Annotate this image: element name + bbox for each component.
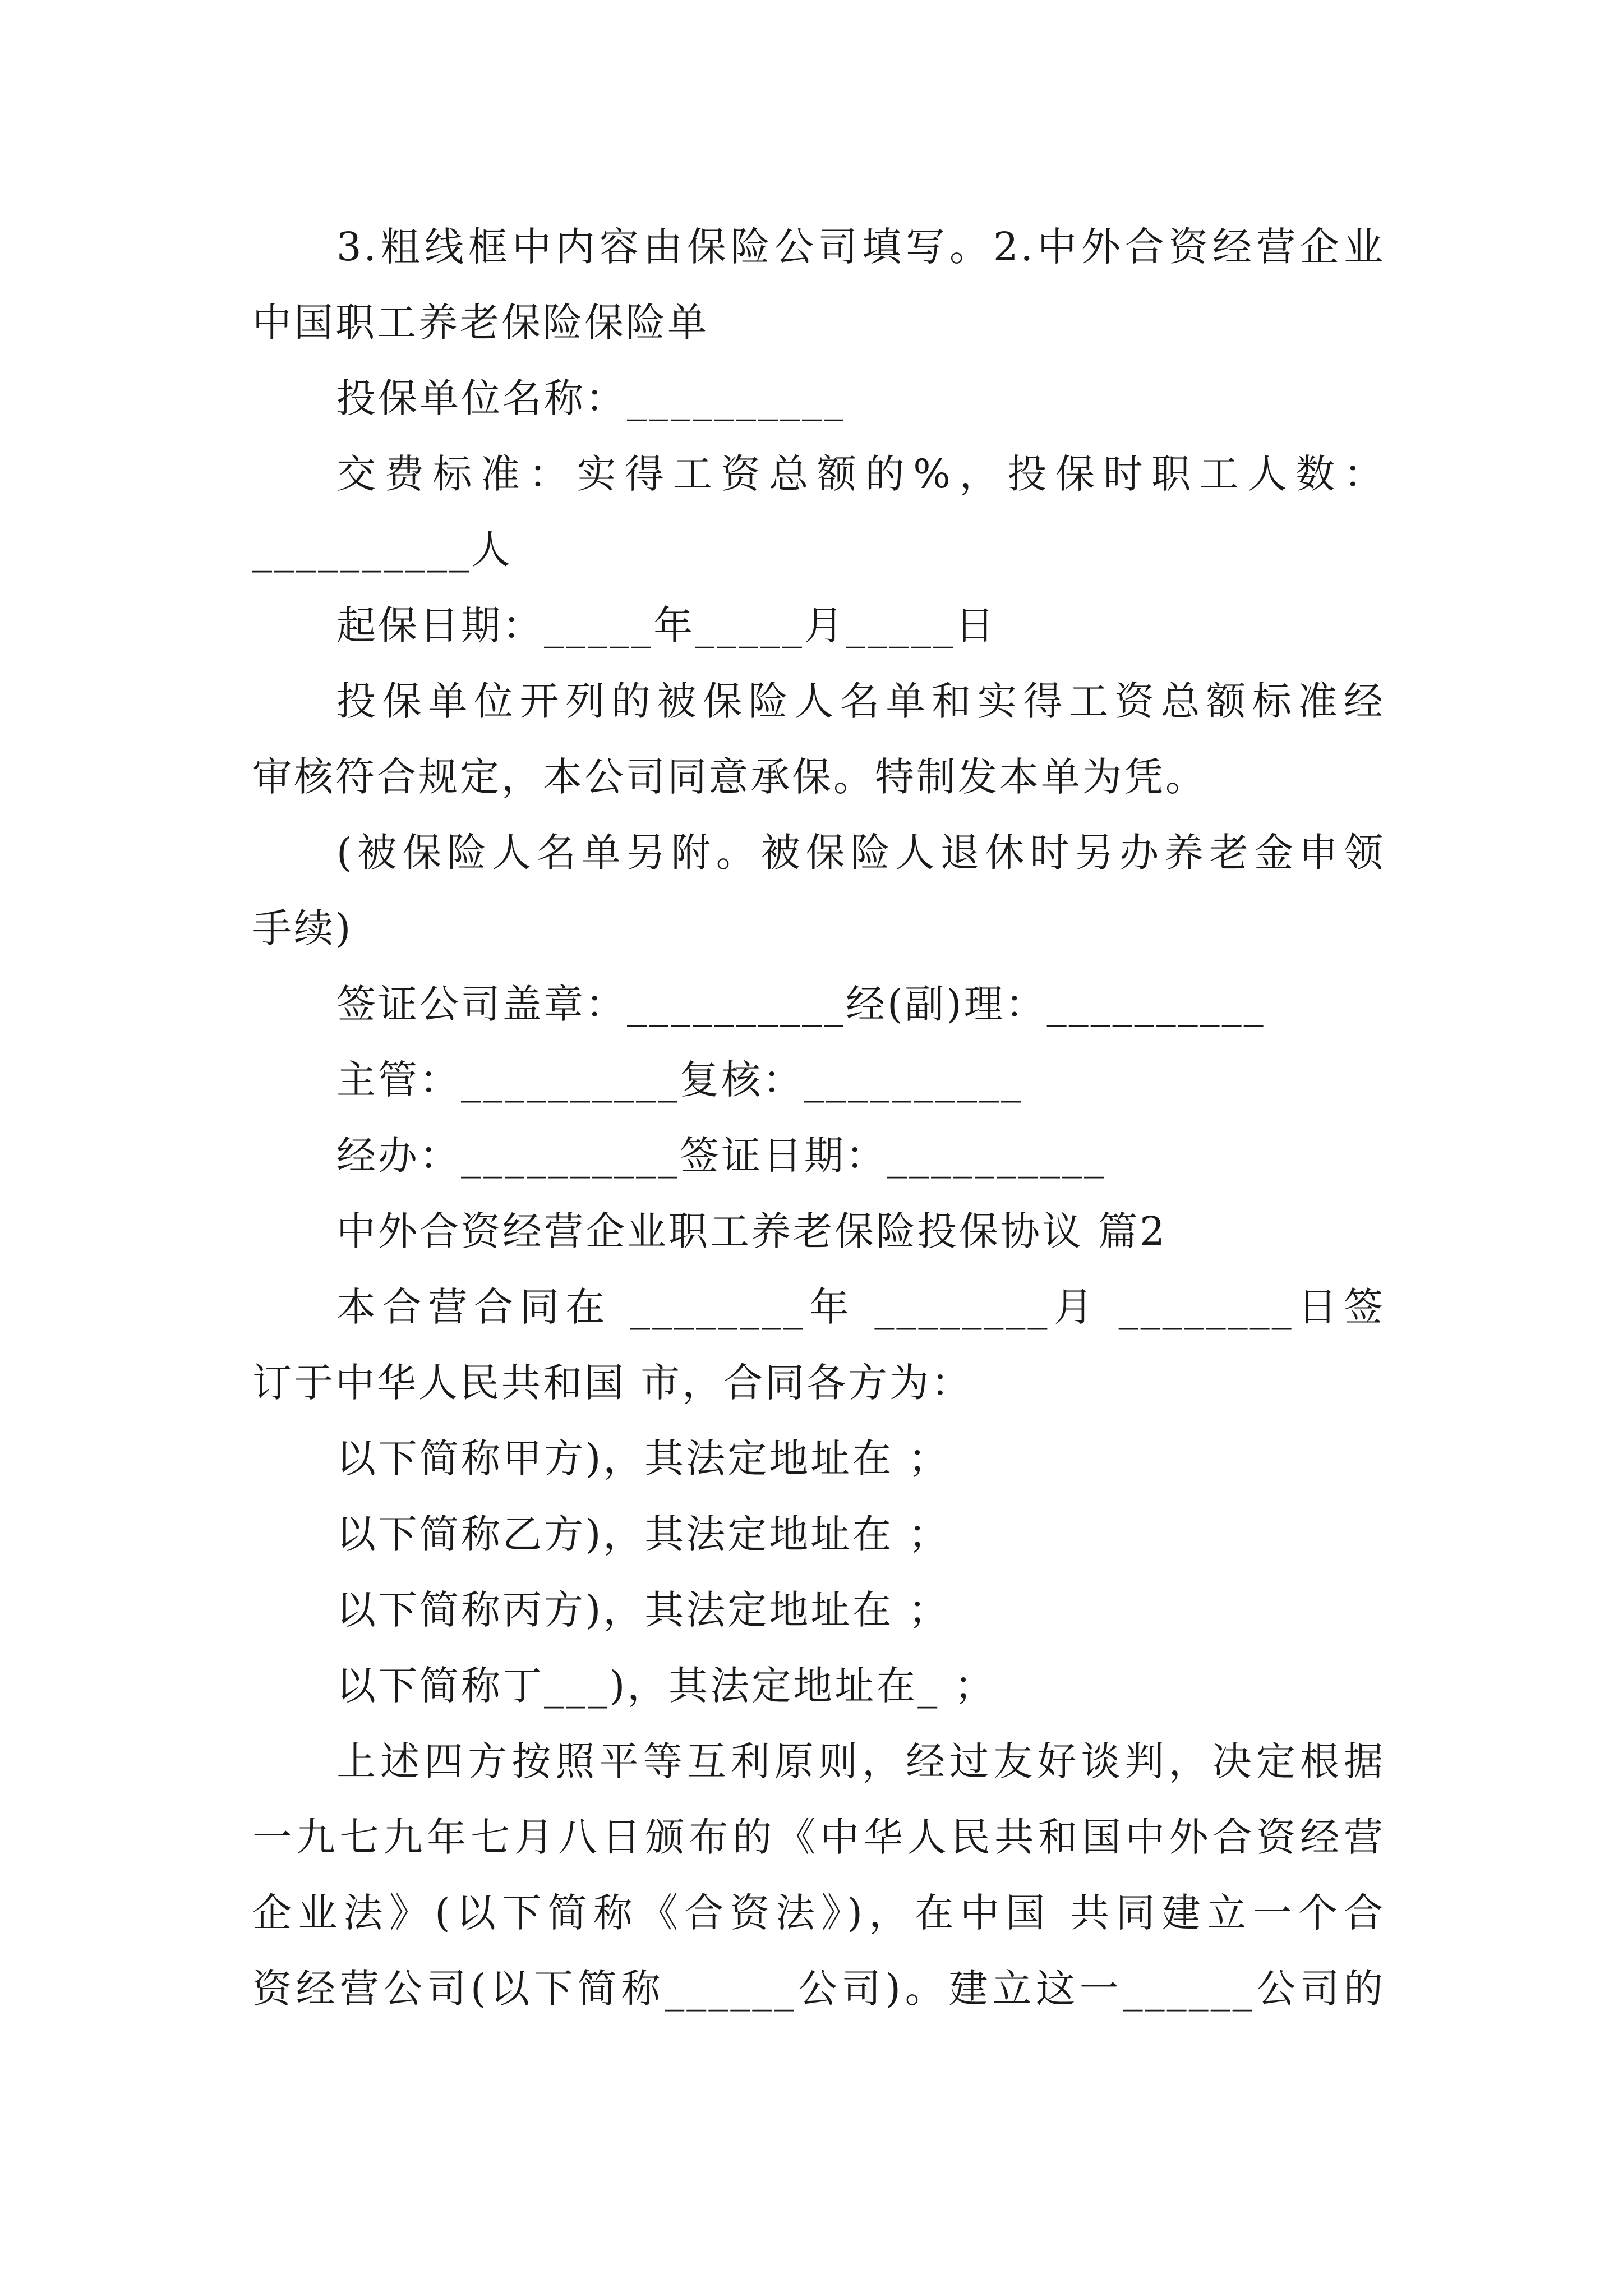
section-title: 中外合资经营企业职工养老保险投保协议 篇2	[336, 1208, 1167, 1254]
handler-date-field: 经办：__________签证日期：__________	[336, 1133, 1106, 1179]
text-line-16: 订于中华人民共和国 市，合同各方为：	[252, 1360, 973, 1406]
text-line-24: 资经营公司(以下简称______公司)。建立这一______公司的	[252, 1966, 1385, 2012]
party-d-line: 以下简称丁___)，其法定地址在_ ；	[336, 1663, 996, 1709]
party-c-line: 以下简称丙方)，其法定地址在 ；	[336, 1587, 950, 1633]
text-line-10: 手续)	[252, 905, 353, 951]
text-line-1: 3.粗线框中内容由保险公司填写。2.中外合资经营企业	[336, 224, 1385, 270]
employee-count-field: __________人	[252, 527, 513, 573]
insured-unit-name-field: 投保单位名称：__________	[336, 375, 846, 421]
text-line-9: (被保险人名单另附。被保险人退休时另办养老金申领	[336, 830, 1385, 876]
payment-standard-line: 交费标准：实得工资总额的%，投保时职工人数：	[336, 451, 1385, 497]
start-date-field: 起保日期：_____年_____月_____日	[336, 602, 997, 648]
text-line-7: 投保单位开列的被保险人名单和实得工资总额标准经	[336, 678, 1385, 724]
text-line-21: 上述四方按照平等互利原则，经过友好谈判，决定根据	[336, 1738, 1385, 1784]
party-b-line: 以下简称乙方)，其法定地址在 ；	[336, 1511, 950, 1557]
text-line-23: 企业法》(以下简称《合资法》)，在中国 共同建立一个合	[252, 1890, 1385, 1936]
contract-date-line: 本合营合同在 ________年 ________月 ________日签	[336, 1284, 1385, 1330]
party-a-line: 以下简称甲方)，其法定地址在 ；	[336, 1435, 950, 1481]
text-line-22: 一九七九年七月八日颁布的《中华人民共和国中外合资经营	[252, 1814, 1385, 1860]
text-line-8: 审核符合规定，本公司同意承保。特制发本单为凭。	[252, 754, 1207, 800]
text-line-2: 中国职工养老保险保险单	[252, 300, 709, 346]
supervisor-review-field: 主管：__________复核：__________	[336, 1057, 1023, 1103]
seal-manager-field: 签证公司盖章：__________经(副)理：__________	[336, 981, 1266, 1027]
